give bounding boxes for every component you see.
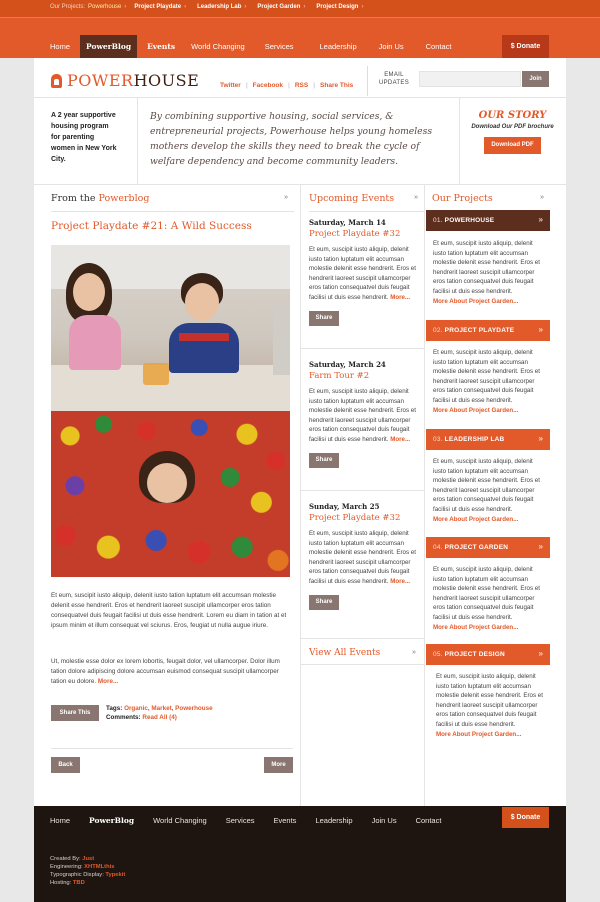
post-more-link[interactable]: More... — [97, 678, 119, 685]
page-content — [34, 58, 566, 806]
chevron-right-icon: › — [244, 4, 247, 10]
logo-text-power: POWER — [67, 71, 134, 90]
event-date: Saturday, March 14 — [309, 218, 386, 227]
topbar-item-leadership-lab[interactable]: Leadership Lab › — [197, 4, 247, 10]
credit-link[interactable]: XHTMLthis — [84, 864, 115, 870]
footer-donate-button[interactable]: $ Donate — [502, 807, 549, 828]
chevron-down-icon[interactable]: » — [414, 194, 418, 201]
read-comments-link[interactable]: Read All (4) — [142, 714, 177, 721]
nav-join-us[interactable]: Join Us — [378, 42, 404, 51]
ball-pit-photo — [51, 411, 290, 577]
footer-nav-home[interactable]: Home — [50, 816, 71, 825]
event-name[interactable]: Project Playdate #32 — [309, 229, 401, 239]
credit-link[interactable]: Typekit — [105, 872, 126, 878]
our-story-title: OUR STORY — [478, 110, 547, 121]
chevron-right-icon: › — [124, 4, 127, 10]
rss-link[interactable]: RSS — [294, 82, 309, 89]
our-story-subtitle: Download Our PDF brochure — [471, 124, 554, 130]
nav-contact[interactable]: Contact — [425, 42, 452, 51]
projects-topbar — [0, 0, 600, 17]
footer — [34, 806, 566, 902]
project-bar-leadership-lab[interactable]: 03. LEADERSHIP LAB » — [426, 429, 550, 450]
project-description: Et eum, suscipit iusto aliquip, delenit iusto tation luptatum elit accumsan molestie delenit esse hendrerit. Eros et hendrerit laoreet suscipit ullamcorper eros tation consequatvel duis feugait facilisi ut duis esse hendrerit. More About Project Garden... — [433, 457, 545, 524]
event-description: Et eum, suscipit iusto aliquip, delenit iusto tation luptatum elit accumsan molestie delenit esse hendrerit. Eros et hendrerit laoreet suscipit ullamcorper eros tation consequatvel duis feugait facilisi ut duis esse hendrerit. More... — [309, 388, 416, 443]
nav-services[interactable]: Services — [264, 42, 294, 51]
post-paragraph-1: Et eum, suscipit iusto aliquip, delenit iusto tation luptatum elit accumsan molestie delenit esse hendrerit. Eros et hendrerit laoreet suscipit ullamcorper eros tation consequatvel duis feugait facilisi ut duis esse hendrerit. Lorem eu diam in tation at et ipsum minim et illum consequat vel sciurus. Eros, feugiat ut nulla augue iriure. — [51, 592, 287, 629]
footer-nav-contact[interactable]: Contact — [415, 816, 442, 825]
project-more-link[interactable]: More About Project Garden... — [433, 623, 519, 631]
project-description: Et eum, suscipit iusto aliquip, delenit iusto tation luptatum elit accumsan molestie delenit esse hendrerit. Eros et hendrerit laoreet suscipit ullamcorper eros tation consequatvel duis feugait facilisi ut duis esse hendrerit. More About Project Garden... — [433, 239, 545, 306]
chevron-down-icon[interactable]: » — [540, 194, 544, 201]
chevron-right-icon: › — [303, 4, 306, 10]
chevron-right-icon: › — [184, 4, 187, 10]
powerhouse-logo[interactable] — [51, 71, 199, 90]
more-button[interactable]: More — [264, 757, 293, 773]
header-divider — [367, 66, 368, 96]
view-all-events-link[interactable]: View All Events — [309, 648, 381, 658]
our-projects-title: Our Projects — [432, 193, 493, 204]
event-more-link[interactable]: More... — [390, 435, 411, 443]
footer-nav-join-us[interactable]: Join Us — [371, 816, 397, 825]
footer-nav-events[interactable]: Events — [273, 816, 297, 825]
back-button[interactable]: Back — [51, 757, 80, 773]
nav-leadership[interactable]: Leadership — [319, 42, 357, 51]
footer-nav — [50, 816, 460, 825]
topbar-item-project-playdate[interactable]: Project Playdate › — [134, 4, 187, 10]
project-description: Et eum, suscipit iusto aliquip, delenit iusto tation luptatum elit accumsan molestie delenit esse hendrerit. Eros et hendrerit laoreet suscipit ullamcorper eros tation consequatvel duis feugait facilisi ut duis esse hendrerit. More About Project Garden... — [436, 672, 548, 739]
mission-quote: By combining supportive housing, social services, & entrepreneurial projects, Powerhouse helps young homeless mothers develop the skills they need to break the cycle of welfare dependency and become community leaders. — [150, 111, 433, 167]
our-story-box — [466, 110, 559, 154]
project-more-link[interactable]: More About Project Garden... — [436, 730, 522, 738]
double-chevron-right-icon: » — [538, 649, 543, 658]
tagline: A 2 year supportive housing program for parenting women in New York City. — [51, 112, 117, 163]
event-share-button[interactable]: Share — [309, 311, 339, 326]
project-description: Et eum, suscipit iusto aliquip, delenit iusto tation luptatum elit accumsan molestie delenit esse hendrerit. Eros et hendrerit laoreet suscipit ullamcorper eros tation consequatvel duis feugait facilisi ut duis esse hendrerit. More About Project Garden... — [433, 565, 545, 632]
facebook-link[interactable]: Facebook — [252, 82, 283, 89]
event-share-button[interactable]: Share — [309, 595, 339, 610]
double-chevron-right-icon: » — [538, 542, 543, 551]
event-item — [309, 360, 423, 468]
project-bar-project-playdate[interactable]: 02. PROJECT PLAYDATE » — [426, 320, 550, 341]
social-links: Twitter | Facebook | RSS | Share This — [220, 82, 354, 89]
event-name[interactable]: Farm Tour #2 — [309, 371, 370, 381]
upcoming-events-title: Upcoming Events — [309, 193, 395, 204]
credit-link[interactable]: TBD — [72, 880, 85, 886]
event-item — [309, 502, 423, 610]
nav-powerblog[interactable]: PowerBlog — [80, 35, 137, 58]
topbar-lead: Our Projects: — [50, 4, 86, 10]
powerblog-link[interactable]: Powerblog — [98, 193, 150, 204]
project-bar-project-garden[interactable]: 04. PROJECT GARDEN » — [426, 537, 550, 558]
event-more-link[interactable]: More... — [390, 577, 411, 585]
chevron-down-icon[interactable]: » — [412, 649, 416, 656]
post-title[interactable]: Project Playdate #21: A Wild Success — [51, 220, 252, 232]
join-button[interactable]: Join — [522, 71, 549, 87]
share-this-button[interactable]: Share This — [51, 705, 99, 721]
footer-nav-leadership[interactable]: Leadership — [315, 816, 353, 825]
main-nav — [0, 17, 600, 58]
event-share-button[interactable]: Share — [309, 453, 339, 468]
donate-button[interactable]: $ Donate — [502, 35, 549, 58]
project-bar-project-design[interactable]: 05. PROJECT DESIGN » — [426, 644, 550, 665]
blog-head-prefix: From the — [51, 193, 99, 204]
event-date: Saturday, March 24 — [309, 360, 386, 369]
projects-column-header — [432, 185, 550, 212]
footer-nav-world-changing[interactable]: World Changing — [153, 816, 207, 825]
event-name[interactable]: Project Playdate #32 — [309, 513, 401, 523]
event-date: Sunday, March 25 — [309, 502, 380, 511]
topbar-item-project-garden[interactable]: Project Garden › — [257, 4, 306, 10]
credits: Created By: Just Engineering: XHTMLthis Typographic Display: Typekit Hosting: TBD — [50, 856, 126, 886]
share-this-link[interactable]: Share This — [320, 82, 354, 89]
event-description: Et eum, suscipit iusto aliquip, delenit iusto tation luptatum elit accumsan molestie delenit esse hendrerit. Eros et hendrerit laoreet suscipit ullamcorper eros tation consequatvel duis feugait facilisi ut duis esse hendrerit. More... — [309, 246, 416, 301]
project-description: Et eum, suscipit iusto aliquip, delenit iusto tation luptatum elit accumsan molestie delenit esse hendrerit. Eros et hendrerit laoreet suscipit ullamcorper eros tation consequatvel duis feugait facilisi ut duis esse hendrerit. More About Project Garden... — [433, 348, 545, 415]
email-updates-label: EMAIL UPDATES — [379, 72, 409, 86]
house-logo-icon — [51, 74, 62, 88]
project-more-link[interactable]: More About Project Garden... — [433, 515, 519, 523]
event-description: Et eum, suscipit iusto aliquip, delenit iusto tation luptatum elit accumsan molestie delenit esse hendrerit. Eros et hendrerit laoreet suscipit ullamcorper eros tation consequatvel duis feugait facilisi ut duis esse hendrerit. More... — [309, 530, 416, 585]
footer-nav-services[interactable]: Services — [225, 816, 255, 825]
intro-band — [34, 97, 566, 185]
email-updates-input[interactable] — [419, 71, 521, 87]
event-item — [309, 218, 423, 326]
topbar-current-project[interactable]: Powerhouse › — [88, 4, 127, 10]
double-chevron-right-icon: » — [538, 325, 543, 334]
tag-links[interactable]: Organic, Market, Powerhouse — [124, 705, 213, 712]
nav-world-changing[interactable]: World Changing — [191, 42, 245, 51]
logo-text-house: HOUSE — [133, 71, 200, 90]
events-column-header — [309, 185, 424, 212]
post-meta: Tags: Organic, Market, Powerhouse Comments: Read All (4) — [106, 705, 213, 721]
post-paragraph-2: Ut, molestie esse dolor ex lorem lobortis, feugait dolor, vel ullamcorper. Dolor illum tation dolore adipiscing dolore accumsan euismod consequat suscipit ullamcorper tation eu dolore. More... — [51, 658, 280, 685]
kids-at-table-photo — [51, 245, 290, 411]
project-more-link[interactable]: More About Project Garden... — [433, 297, 519, 305]
project-bar-powerhouse[interactable]: 01. POWERHOUSE » — [426, 210, 550, 231]
double-chevron-right-icon: » — [538, 434, 543, 443]
download-pdf-button[interactable]: Download PDF — [484, 137, 541, 154]
footer-nav-powerblog[interactable]: PowerBlog — [89, 816, 135, 825]
double-chevron-right-icon: » — [538, 215, 543, 224]
topbar-item-project-design[interactable]: Project Design › — [316, 4, 364, 10]
event-more-link[interactable]: More... — [390, 293, 411, 301]
nav-home[interactable]: Home — [50, 42, 71, 51]
twitter-link[interactable]: Twitter — [220, 82, 241, 89]
project-more-link[interactable]: More About Project Garden... — [433, 406, 519, 414]
nav-events[interactable]: Events — [147, 42, 176, 51]
blog-column-header — [51, 185, 294, 212]
chevron-right-icon: › — [361, 4, 364, 10]
credit-link[interactable]: Just — [82, 856, 95, 862]
chevron-down-icon[interactable]: » — [284, 194, 288, 201]
